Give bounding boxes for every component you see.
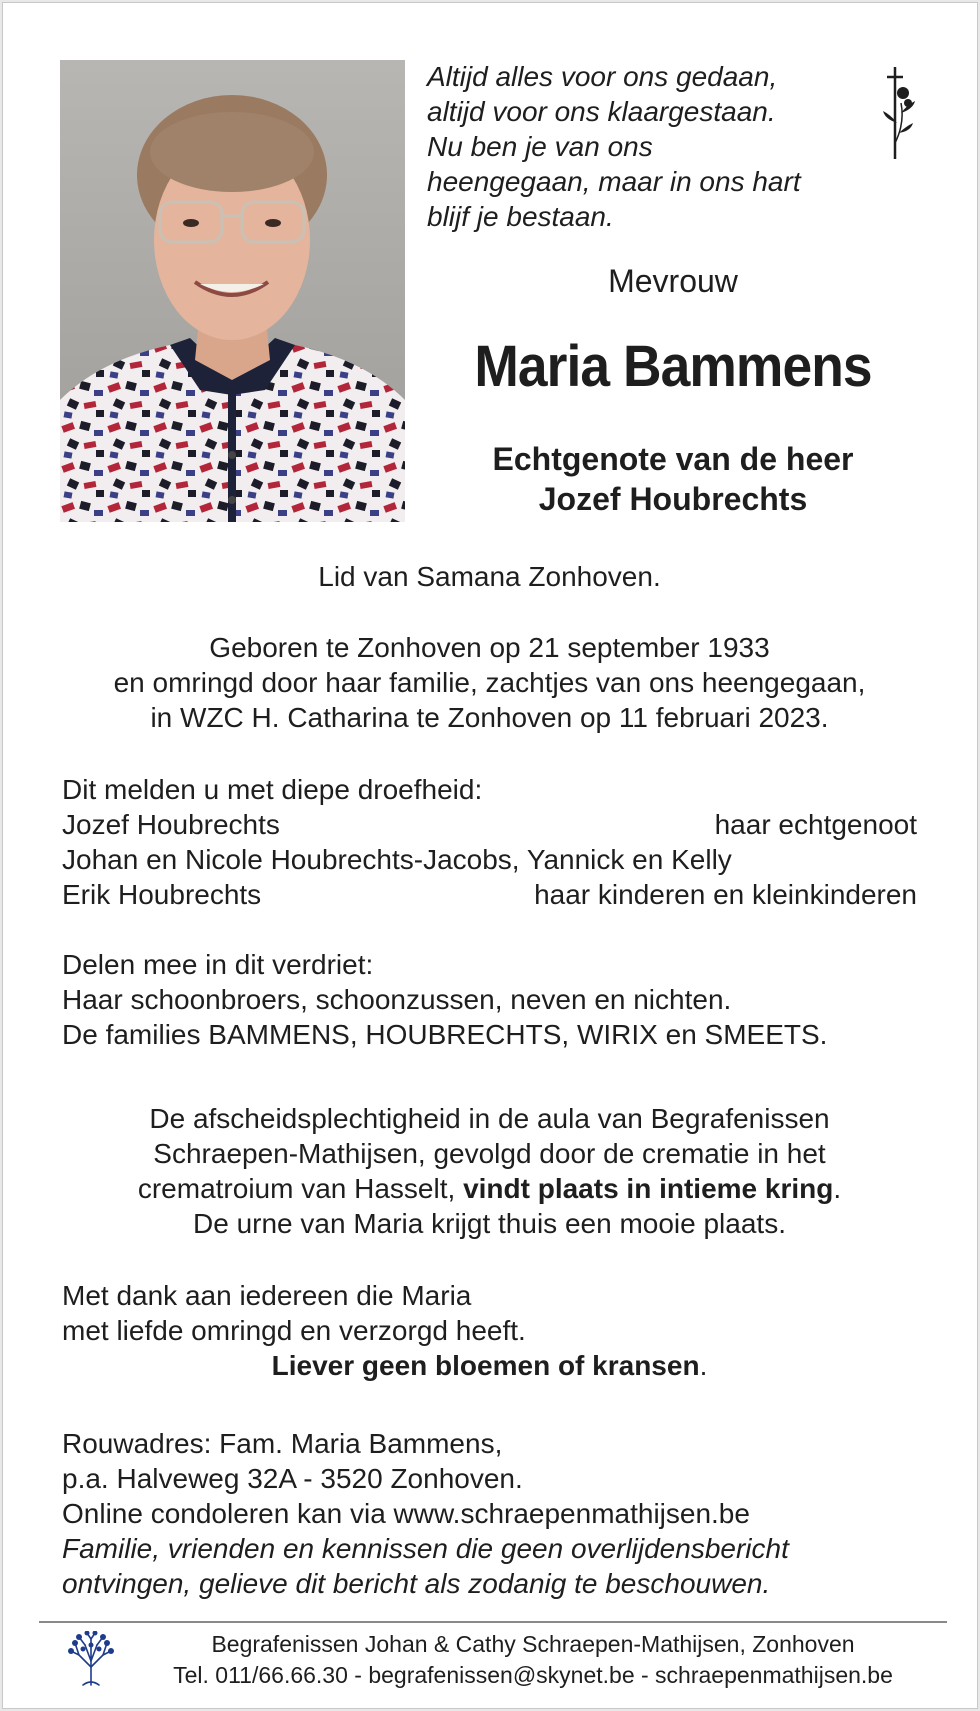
spouse-info: [423, 439, 923, 519]
funeral-home-name: Begrafenissen Johan & Cathy Schraepen-Mathijsen, Zonhoven: [211, 1631, 855, 1657]
family-row: [62, 807, 917, 842]
notice-line: ontvingen, gelieve dit bericht als zodanig te beschouwen.: [62, 1568, 771, 1599]
funeral-home-contact[interactable]: Tel. 011/66.66.30 - begrafenissen@skynet.be - schraepenmathijsen.be: [173, 1662, 893, 1688]
address-line: p.a. Halveweg 32A - 3520 Zonhoven.: [62, 1463, 523, 1494]
ceremony-line: De afscheidsplechtigheid in de aula van Begrafenissen: [149, 1103, 830, 1134]
ceremony: [62, 1101, 917, 1241]
sharing-line: Haar schoonbroers, schoonzussen, neven en nichten.: [62, 984, 732, 1015]
thanks-line: met liefde omringd en verzorgd heeft.: [62, 1315, 526, 1346]
sharing-intro: Delen mee in dit verdriet:: [62, 949, 374, 980]
footer-divider: [39, 1621, 947, 1623]
sharing-line: De families BAMMENS, HOUBRECHTS, WIRIX en SMEETS.: [62, 1019, 828, 1050]
cross-with-rose-icon: [875, 63, 923, 163]
notice-line: Familie, vrienden en kennissen die geen overlijdensbericht: [62, 1533, 789, 1564]
membership: [62, 559, 917, 594]
announcement-intro: Dit melden u met diepe droefheid:: [62, 774, 483, 805]
birth-line: en omringd door haar familie, zachtjes van ons heengegaan,: [113, 667, 866, 698]
family-name: Jozef Houbrechts: [62, 809, 280, 840]
deceased-name: Maria Bammens: [474, 334, 872, 399]
ceremony-emphasis: vindt plaats in intieme kring: [463, 1173, 834, 1204]
ceremony-line: Schraepen-Mathijsen, gevolgd door de crematie in het: [153, 1138, 826, 1169]
ceremony-text: crematroium van Hasselt,: [137, 1173, 464, 1204]
poem-line: altijd voor ons klaargestaan.: [427, 96, 776, 127]
no-flowers: [62, 1348, 917, 1383]
courtesy-title: Mevrouw: [608, 263, 738, 299]
family-role: haar echtgenoot: [714, 809, 917, 840]
poem-line: blijf je bestaan.: [427, 201, 614, 232]
sharing: [62, 947, 917, 1052]
ceremony-line: [62, 1171, 917, 1206]
family-row: [62, 877, 917, 912]
poem: [427, 59, 801, 234]
poem-line: Altijd alles voor ons gedaan,: [427, 61, 778, 92]
no-flowers-text: Liever geen bloemen of kransen: [271, 1350, 700, 1381]
tree-logo-icon: [65, 1631, 117, 1687]
family-name: Erik Houbrechts: [62, 879, 262, 910]
portrait-illustration: [60, 60, 405, 522]
thanks: [62, 1278, 917, 1383]
spouse-line: Jozef Houbrechts: [538, 481, 808, 517]
family-name: Johan en Nicole Houbrechts-Jacobs, Yannick en Kelly: [62, 844, 732, 875]
birth-line: Geboren te Zonhoven op 21 september 1933: [209, 632, 770, 663]
no-flowers-period: .: [699, 1350, 708, 1381]
poem-line: Nu ben je van ons: [427, 131, 653, 162]
mourning-address: [62, 1426, 917, 1601]
poem-line: heengegaan, maar in ons hart: [427, 166, 801, 197]
birth-death-info: [62, 630, 917, 735]
obituary-card: [2, 2, 978, 1709]
birth-line: in WZC H. Catharina te Zonhoven op 11 februari 2023.: [150, 702, 829, 733]
spouse-line: Echtgenote van de heer: [492, 441, 854, 477]
family-role: haar kinderen en kleinkinderen: [534, 879, 917, 910]
ceremony-line: De urne van Maria krijgt thuis een mooie plaats.: [193, 1208, 786, 1239]
membership-text: Lid van Samana Zonhoven.: [318, 561, 661, 592]
portrait-photo: [60, 60, 405, 522]
condolence-link[interactable]: Online condoleren kan via www.schraepenmathijsen.be: [62, 1498, 750, 1529]
funeral-home-footer: [123, 1629, 943, 1691]
address-line: Rouwadres: Fam. Maria Bammens,: [62, 1428, 503, 1459]
ceremony-text: .: [833, 1173, 842, 1204]
thanks-line: Met dank aan iedereen die Maria: [62, 1280, 472, 1311]
announcement: [62, 772, 917, 912]
